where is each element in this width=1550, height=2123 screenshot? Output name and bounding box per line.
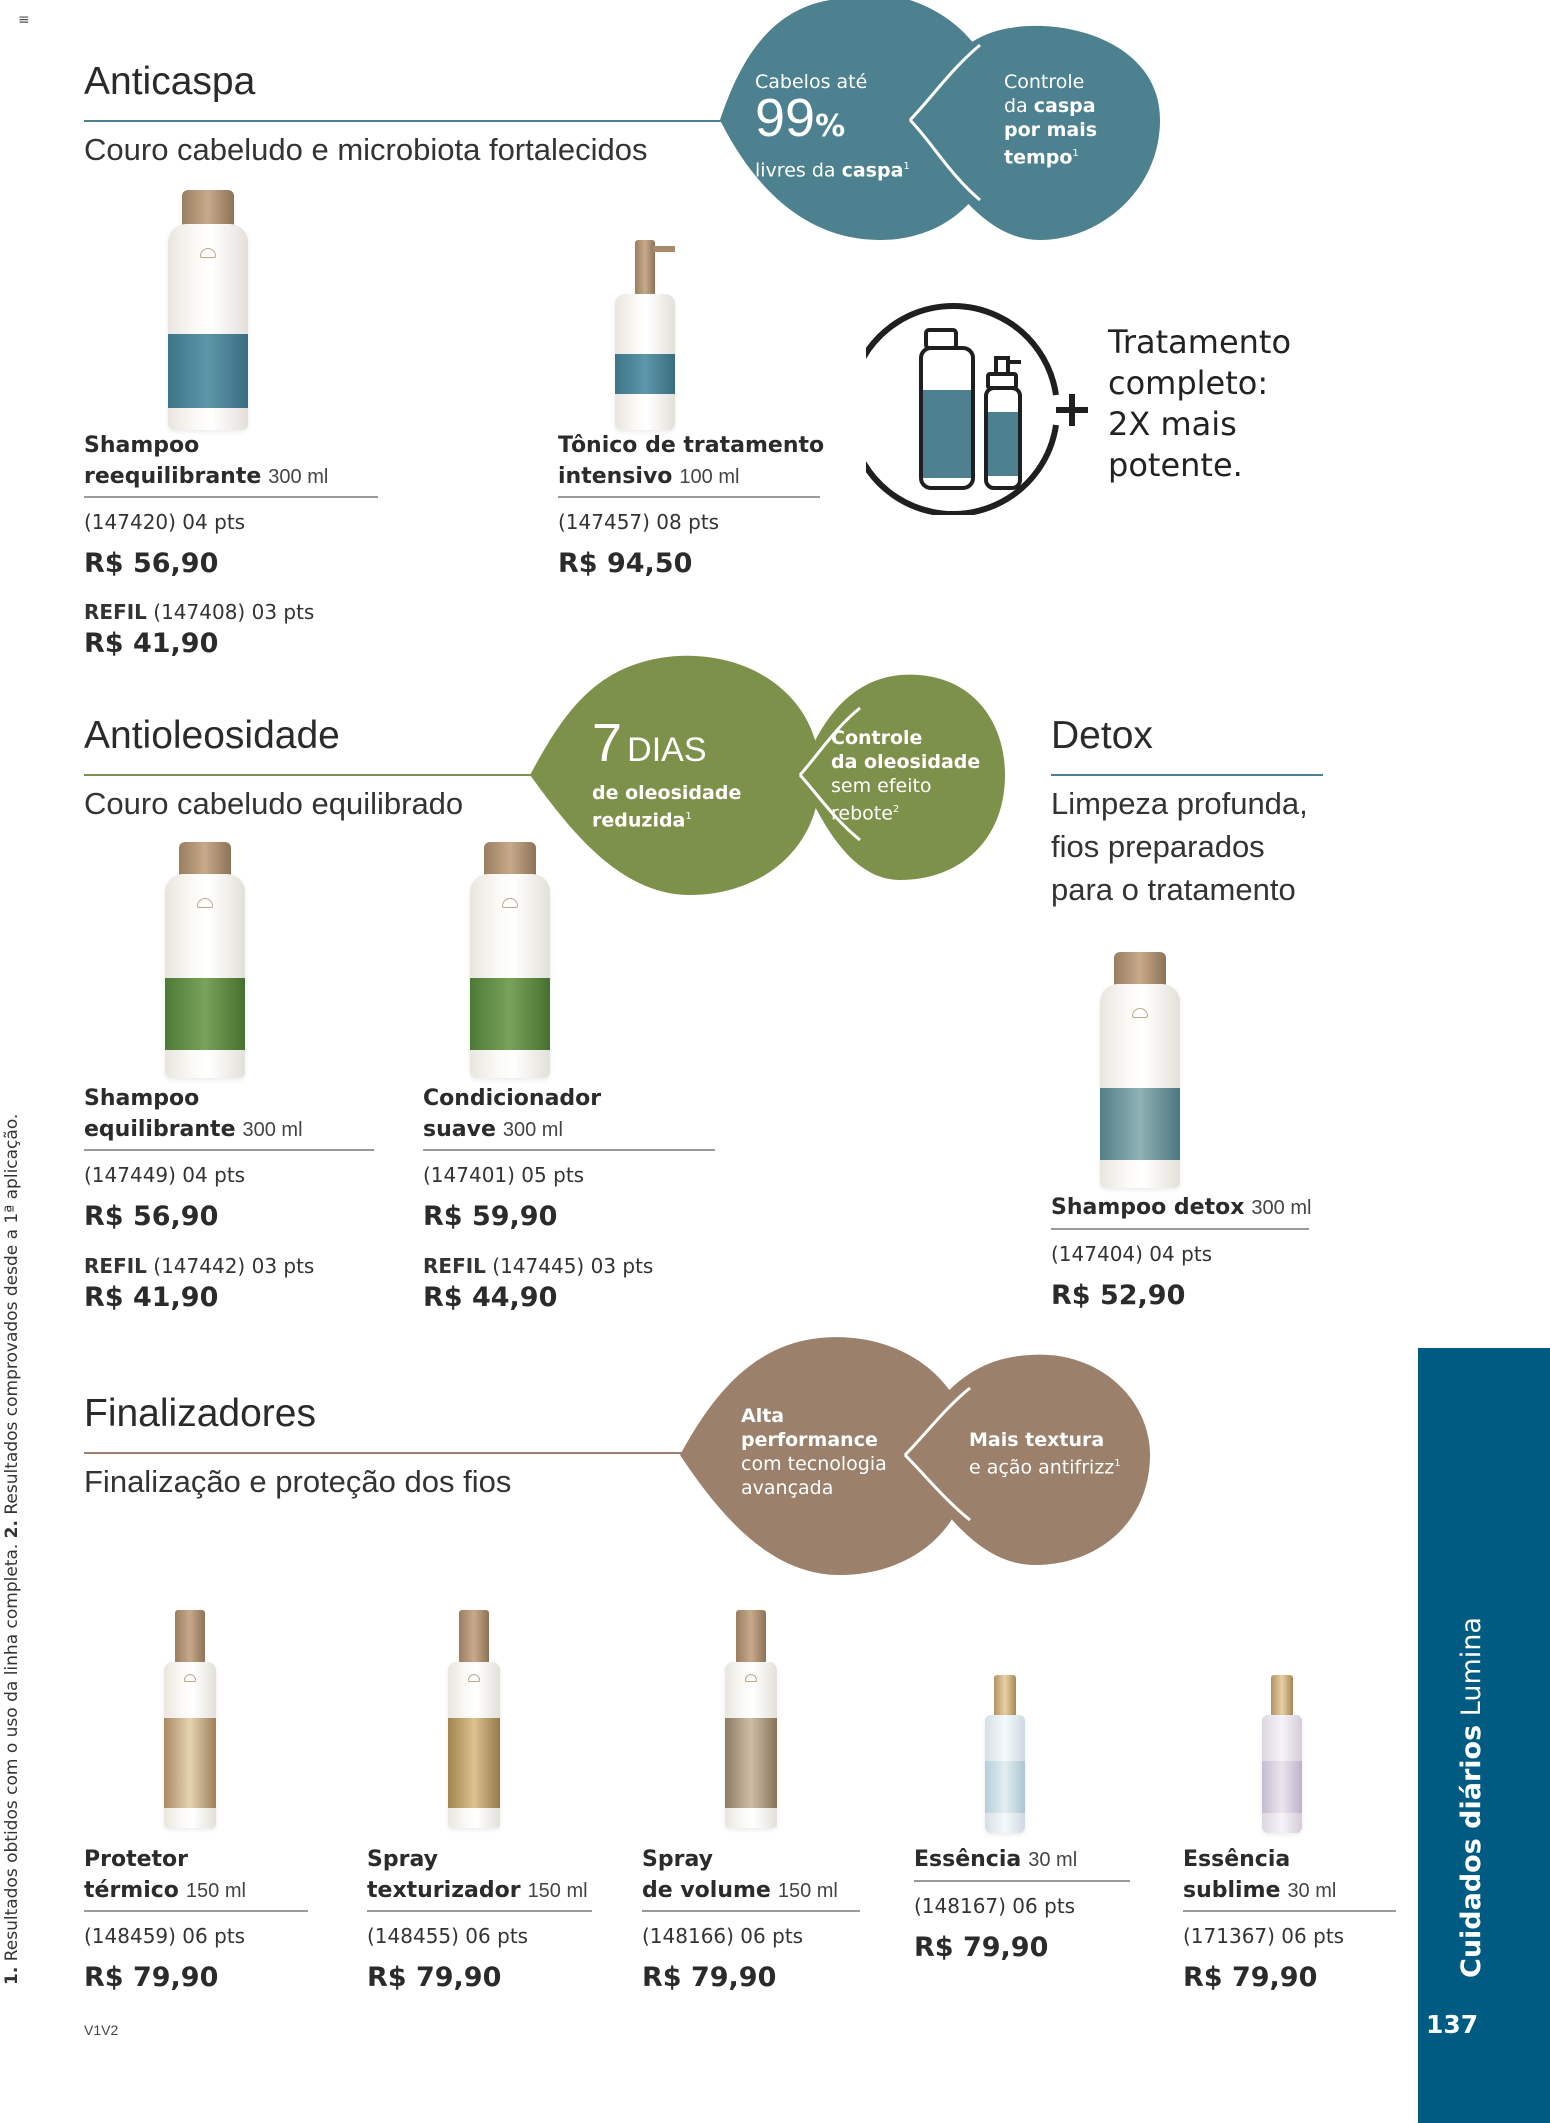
refil-price: R$ 41,90 [84, 1282, 219, 1313]
product-code: (148459) 06 pts [84, 1924, 246, 1948]
product-image-essencia-sublime [1262, 1675, 1302, 1833]
section-divider-finalizadores [84, 1452, 684, 1454]
corner-mark: ≡ [18, 12, 30, 28]
bubble-99-percent [755, 70, 935, 182]
product-divider [367, 1910, 592, 1912]
product-image-protetor-termico [164, 1610, 216, 1828]
product-name: Condicionador suave 300 ml [423, 1086, 602, 1142]
bubble-99-big: 99 [755, 88, 816, 148]
product-price: R$ 79,90 [367, 1962, 502, 1993]
section-title-finalizadores: Finalizadores [84, 1392, 316, 1435]
product-price: R$ 79,90 [84, 1962, 219, 1993]
bubble-7-dias: 7 DIAS de oleosidade reduzida$^1$ [592, 713, 742, 832]
section-divider-detox [1051, 774, 1323, 776]
product-name: Spray de volume 150 ml [642, 1847, 838, 1903]
bubble-controle-oleosidade: Controle da oleosidade sem efeito rebote$^2$ [831, 727, 981, 825]
product-image-spray-texturizador [448, 1610, 500, 1828]
section-title-anticaspa: Anticaspa [84, 60, 256, 103]
product-divider [558, 496, 820, 498]
bubble-99-value [755, 88, 935, 155]
product-price: R$ 94,50 [558, 548, 693, 579]
section-title-antioleosidade: Antioleosidade [84, 714, 340, 757]
bubble-alta-performance: Alta performance com tecnologia avançada [741, 1405, 887, 1499]
product-code: (147457) 08 pts [558, 510, 720, 534]
bubble-99-pct: % [815, 109, 846, 144]
product-price: R$ 59,90 [423, 1201, 558, 1232]
product-name: Tônico de tratamento intensivo 100 ml [558, 433, 825, 489]
product-code: (148167) 06 pts [914, 1894, 1076, 1918]
product-image-shampoo-detox [1100, 952, 1180, 1188]
product-name: Protetor térmico 150 ml [84, 1847, 246, 1903]
product-image-spray-volume [725, 1610, 777, 1828]
section-divider-antioleosidade [84, 774, 554, 776]
refil-info: REFIL (147442) 03 pts [84, 1254, 315, 1278]
product-image-tonico [615, 240, 675, 430]
product-price: R$ 56,90 [84, 1201, 219, 1232]
treatment-text: Tratamento completo: 2X mais potente. [1108, 323, 1292, 484]
product-divider [423, 1149, 715, 1151]
product-code: (147404) 04 pts [1051, 1242, 1213, 1266]
bubble-99-bottom: livres da caspa$^1$ [755, 159, 910, 182]
bubble-controle-caspa: Controle da caspa por mais tempo$^1$ [1004, 71, 1098, 169]
product-divider [84, 496, 378, 498]
product-name: Shampoo equilibrante 300 ml [84, 1086, 303, 1142]
product-name: Essência 30 ml [914, 1847, 1078, 1872]
refil-price: R$ 41,90 [84, 628, 219, 659]
bubble-mais-textura: Mais textura e ação antifrizz$^1$ [969, 1429, 1121, 1479]
product-divider [914, 1880, 1130, 1882]
product-divider [84, 1149, 374, 1151]
product-code: (147401) 05 pts [423, 1163, 585, 1187]
product-code: (171367) 06 pts [1183, 1924, 1345, 1948]
product-name: Essência sublime 30 ml [1183, 1847, 1337, 1903]
product-image-essencia [985, 1675, 1025, 1833]
product-code: (148166) 06 pts [642, 1924, 804, 1948]
product-name: Shampoo detox 300 ml [1051, 1195, 1312, 1220]
refil-info: REFIL (147408) 03 pts [84, 600, 315, 624]
section-subtitle-detox: Limpeza profunda, fios preparados para o tratamento [1051, 786, 1308, 907]
product-image-shampoo-reequilibrante [168, 190, 248, 430]
product-code: (148455) 06 pts [367, 1924, 529, 1948]
product-code: (147449) 04 pts [84, 1163, 246, 1187]
bottles-plus-icon [866, 300, 1096, 515]
footnote: 1. Resultados obtidos com o uso da linha completa. 2. Resultados comprovados desde a 1ª aplicação. [2, 1113, 22, 1985]
product-price: R$ 79,90 [1183, 1962, 1318, 1993]
bubble-99-top: Cabelos até [755, 71, 868, 93]
product-divider [1051, 1228, 1309, 1230]
section-subtitle-antioleosidade: Couro cabeludo equilibrado [84, 786, 464, 821]
section-side-tab [1418, 1348, 1550, 2123]
product-image-shampoo-equilibrante [165, 842, 245, 1078]
product-price: R$ 79,90 [642, 1962, 777, 1993]
product-price: R$ 56,90 [84, 548, 219, 579]
section-divider-anticaspa [84, 120, 724, 122]
side-tab-label: Cuidados diários Lumina [1456, 1617, 1487, 1978]
product-divider [84, 1910, 308, 1912]
product-name: Spray texturizador 150 ml [367, 1847, 588, 1903]
product-image-condicionador-suave [470, 842, 550, 1078]
refil-price: R$ 44,90 [423, 1282, 558, 1313]
page-number: 137 [1426, 2010, 1479, 2039]
section-title-detox: Detox [1051, 714, 1153, 757]
product-divider [1183, 1910, 1396, 1912]
version-code: V1V2 [84, 2022, 119, 2038]
product-divider [642, 1910, 860, 1912]
section-subtitle-anticaspa: Couro cabeludo e microbiota fortalecidos [84, 132, 648, 167]
product-code: (147420) 04 pts [84, 510, 246, 534]
section-subtitle-finalizadores: Finalização e proteção dos fios [84, 1464, 512, 1499]
refil-info: REFIL (147445) 03 pts [423, 1254, 654, 1278]
product-price: R$ 79,90 [914, 1932, 1049, 1963]
product-price: R$ 52,90 [1051, 1280, 1186, 1311]
product-name: Shampoo reequilibrante 300 ml [84, 433, 329, 489]
